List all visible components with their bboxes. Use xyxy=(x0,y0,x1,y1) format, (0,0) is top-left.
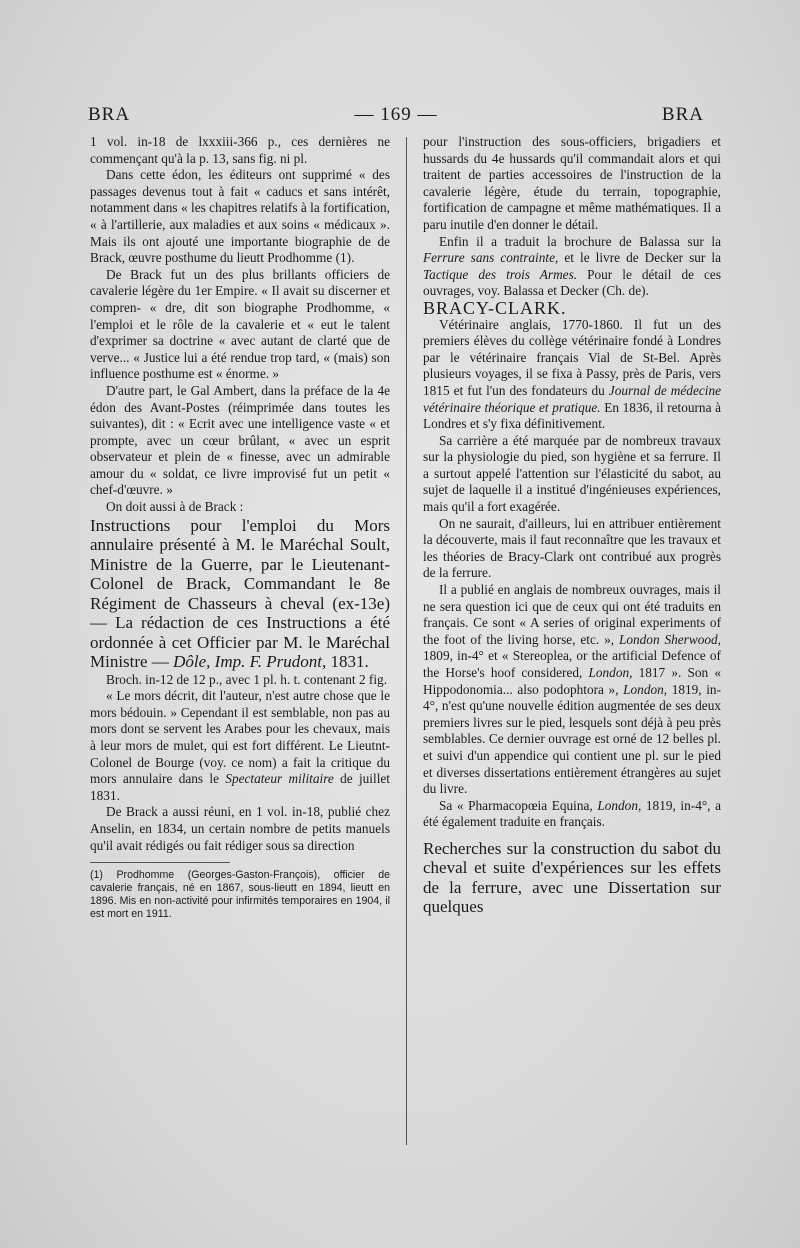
left-column xyxy=(90,134,390,921)
title-imprint: Dôle, Imp. F. Prudont, xyxy=(173,652,327,672)
paragraph: Vétérinaire anglais, 1770-1860. Il fut un des premiers élèves du collège vétérinaire fondé à Londres par le vétérinaire français Vial de St-Bel. Après plusieurs voyages, il se fixa à Passy, près de Paris, vers 1815 et fut l'un des fondateurs du Journal de médecine vétérinaire théorique et pratique. En 1836, il retourna à Londres et s'y fixa définitivement. xyxy=(423,316,721,432)
paragraph: pour l'instruction des sous-officiers, brigadiers et hussards du 4e hussards qu'il commandait alors et qui traitent de parties accessoires de l'instruction de la cavalerie légère, étude du terrain, topographie, fortification de campagne et même mathématiques. Il a paru inutile d'en donner le détail. xyxy=(423,134,721,232)
title-text: Instructions pour l'emploi du Mors annulaire présenté à M. le Maréchal Soult, Ministre de la Guerre, par le Lieutenant-Colonel de Brack, Commandant le 8e Régiment de Chasseurs à cheval (ex-13e) — La rédaction de ces Instructions a été ordonnée à cet Officier par M. le Maréchal Ministre — xyxy=(90,515,390,672)
footnote-rule xyxy=(90,862,230,863)
column-divider xyxy=(406,137,407,1145)
paragraph: Enfin il a traduit la brochure de Balassa sur la Ferrure sans contrainte, et le livre de Decker sur la Tactique des trois Armes. Pour le détail de ces ouvrages, voy. Balassa et Decker (Ch. de). xyxy=(423,233,721,299)
paragraph: On doit aussi à de Brack : xyxy=(106,499,244,515)
bibliographic-title: Recherches sur la construction du sabot du cheval et suite d'expériences sur les effets de la ferrure, avec une Dissertation sur quelques xyxy=(423,838,721,917)
paragraph: 1 vol. in-18 de lxxxiii-366 p., ces dernières ne commençant qu'à la p. 13, sans fig. ni pl. xyxy=(90,134,390,166)
paragraph: On ne saurait, d'ailleurs, lui en attribuer entièrement la découverte, mais il faut reconnaître que les travaux et les théories de Bracy-Clark ont contribué aux progrès de la ferrure. xyxy=(423,515,721,581)
paragraph: Dans cette édon, les éditeurs ont supprimé « des passages devenus tout à fait « caducs et sans intérêt, notamment dans « les chapitres relatifs à la fortification, « à l'artillerie, aux maladies et aux soins « médicaux ». Mais ils ont ajouté une importante biographie de de Brack, œuvre posthume du lieutt Prodhomme (1). xyxy=(90,167,390,266)
right-column xyxy=(423,134,721,917)
paragraph: Sa « Pharmacopœia Equina, London, 1819, in-4°, a été également traduite en français. xyxy=(423,797,721,830)
running-head xyxy=(88,104,704,134)
paragraph: D'autre part, le Gal Ambert, dans la préface de la 4e édon des Avant-Postes (réimprimée dans toutes les suivantes), dit : « Ecrit avec une intelligence vaste « et prompte, avec un cœur brûlant, « avec un esprit observateur et plein de « finesse, avec un admirable amour du « soldat, ce livre improvisé fut un petit « chef-d'œuvre. » xyxy=(90,382,390,498)
footnote: (1) Prodhomme (Georges-Gaston-François), officier de cavalerie français, né en 1867, sous-lieutt en 1894, lieutt en 1896. Mis en non-activité pour infirmités temporaires en 1904, il est mort en 1911. xyxy=(90,869,390,921)
running-head-left: BRA xyxy=(88,104,131,125)
running-head-right: BRA xyxy=(661,104,704,125)
paragraph: De Brack a aussi réuni, en 1 vol. in-18, publié chez Anselin, en 1834, un certain nombre de petits manuels qu'il avait rédigés ou fait rédiger sous sa direction xyxy=(90,804,390,853)
paragraph: Sa carrière a été marquée par de nombreux travaux sur la physiologie du pied, son hygiène et sa ferrure. Il a surtout appelé l'attention sur l'élasticité du sabot, au sujet de laquelle il a institué d'ingénieuses expériences, mais qu'il a fort exagérée. xyxy=(423,432,721,515)
paragraph: Broch. in-12 de 12 p., avec 1 pl. h. t. contenant 2 fig. xyxy=(106,671,388,687)
bibliographic-title xyxy=(90,516,390,672)
paragraph: « Le mors décrit, dit l'auteur, n'est autre chose que le mors bédouin. » Cependant il est semblable, non pas au mors dont se servent les Arabes pour les chevaux, mais à leur mors de mulet, qui est fort différent. Le Lieutnt-Colonel de Bourge (voy. ce nom) a fait la critique du mors annulaire dans le Spectateur militaire de juillet 1831. xyxy=(90,688,390,803)
paragraph: Il a publié en anglais de nombreux ouvrages, mais il ne sera question ici que de ceux qui ont été traduits en français. Ce sont « A series of original experiments of the foot of the living horse, etc. », London Sherwood, 1809, in-4° et « Stereoplea, or the artificial Defence of the Horse's hoof considered, London, 1817 ». Son « Hippodonomia... also podophtora », London, 1819, in-4°, n'est qu'une nouvelle édition augmentée de ses deux premiers livres sur le pied, lesquels sont déjà à peu près semblables. Ce dernier ouvrage est orné de 12 belles pl. et suivi d'un appendice qui contient une pl. sur le pied et diverses dissertations entièrement étrangères au sujet du livre. xyxy=(423,582,721,797)
title-year: 1831. xyxy=(326,652,369,672)
page-number: — 169 — xyxy=(354,104,438,125)
paragraph: De Brack fut un des plus brillants officiers de cavalerie légère du 1er Empire. « Il avait su discerner et compren- « dre, dit son biographe Prodhomme, « l'emploi et le rôle de la cavalerie et « eut le talent d'exprimer sa doctrine « avec autant de clarté que de verve... « Justice lui a été rendue trop tard, « (mais) son influence posthume est « énorme. » xyxy=(90,266,390,382)
entry-heading: BRACY-CLARK. xyxy=(423,297,567,318)
